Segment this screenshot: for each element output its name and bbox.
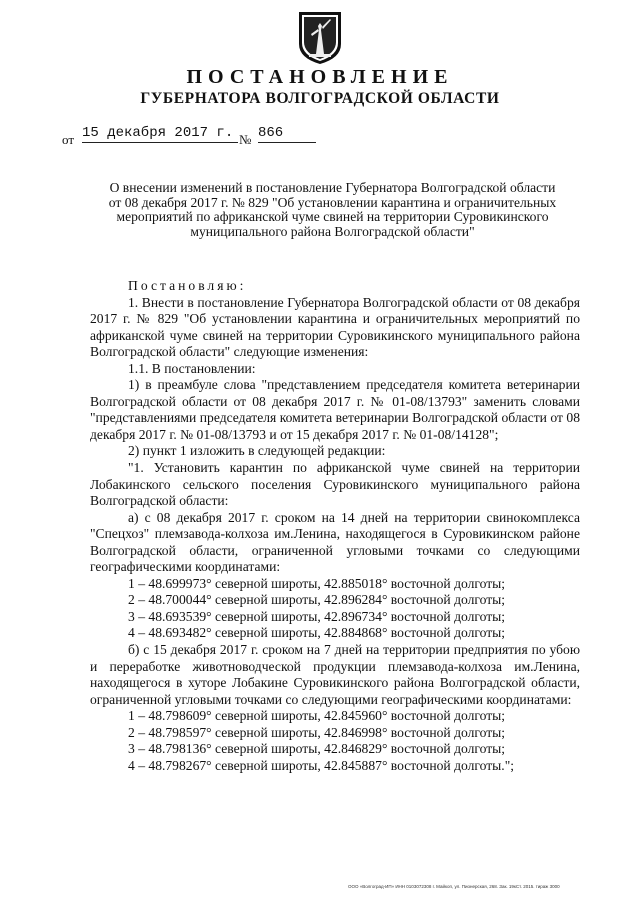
document-subject	[80, 181, 585, 239]
coordinate-line: 3 – 48.693539° северной широты, 42.896734° восточной долготы;	[128, 608, 506, 624]
dateline	[62, 124, 322, 148]
quote-paragraph-1: "1. Установить карантин по африканской чуме свиней на территории Лобакинского сельского поселения Суровикинского муниципального района Волгоградской области:	[90, 460, 580, 509]
item-b: б) с 15 декабря 2017 г. сроком на 7 дней на территории предприятия по убою и переработке животноводческой продукции племзавода-колхоза им.Ленина, находящегося в хуторе Лобакине Суровикинского района Волгоградской области, ограниченной угловыми точками со следующими географическими координатами:	[90, 642, 580, 707]
document-body	[90, 278, 580, 774]
coordinate-line: 3 – 48.798136° северной широты, 42.846829° восточной долготы;	[128, 741, 506, 757]
coordinate-line: 4 – 48.693482° северной широты, 42.884868° восточной долготы;	[128, 625, 506, 641]
coordinate-line: 4 – 48.798267° северной широты, 42.845887° восточной долготы.";	[128, 757, 515, 773]
print-imprint: ООО «Волгоград-ИП» ИНН 0103072308 г. Майкоп, ул. Пионерская, 268. Зак. 19кСт. 2015. тираж 3000	[348, 884, 560, 889]
coordinate-line: 2 – 48.700044° северной широты, 42.896284° восточной долготы;	[128, 592, 506, 608]
document-date: 15 декабря 2017 г.	[82, 124, 238, 143]
document-subtitle: ГУБЕРНАТОРА ВОЛГОГРАДСКОЙ ОБЛАСТИ	[140, 90, 500, 107]
subject-line: мероприятий по африканской чуме свиней на территории Суровикинского	[116, 209, 549, 224]
coordinate-line: 2 – 48.798597° северной широты, 42.846998° восточной долготы;	[128, 724, 506, 740]
subject-line: муниципального района Волгоградской области"	[190, 223, 475, 239]
coordinate-line: 1 – 48.798609° северной широты, 42.845960° восточной долготы;	[128, 708, 506, 724]
paragraph-1-1: 1.1. В постановлении:	[128, 360, 256, 376]
subject-line: от 08 декабря 2017 г. № 829 "Об установлении карантина и ограничительных	[108, 194, 557, 210]
document-number: 866	[258, 124, 316, 143]
item-a: а) с 08 декабря 2017 г. сроком на 14 дней на территории свинокомплекса "Спецхоз" племзавода-колхоза им.Ленина, находящегося в Суровикинском районе Волгоградской области, ограниченной угловыми точками со следующими географическими координатами:	[90, 509, 580, 575]
date-from-label: от	[62, 132, 75, 147]
paragraph-1-1-1: 1) в преамбуле слова "представлением председателя комитета ветеринарии Волгоградской области от 08 декабря 2017 г. № 01-08/13793" заменить словами "представлениями председателя комитета ветеринарии Волгоградской области от 08 декабря 2017 г. № 01-08/13793 и от 15 декабря 2017 г. № 01-08/14128";	[90, 377, 580, 442]
subject-line: О внесении изменений в постановление Губернатора Волгоградской области	[109, 180, 556, 195]
paragraph-1-1-2: 2) пункт 1 изложить в следующей редакции:	[128, 443, 386, 459]
paragraph-1: 1. Внести в постановление Губернатора Волгоградской области от 08 декабря 2017 г. № 829 "Об установлении карантина и ограничительных мероприятий по африканской чуме свиней на территории Суровикинского муниципального района Волгоградской области" следующие изменения:	[90, 294, 580, 360]
volgograd-emblem-icon	[297, 10, 343, 66]
coordinate-line: 1 – 48.699973° северной широты, 42.885018° восточной долготы;	[128, 575, 506, 591]
number-label: №	[239, 132, 252, 147]
decree-word: Постановляю:	[128, 278, 247, 293]
document-title: ПОСТАНОВЛЕНИЕ	[186, 66, 454, 88]
